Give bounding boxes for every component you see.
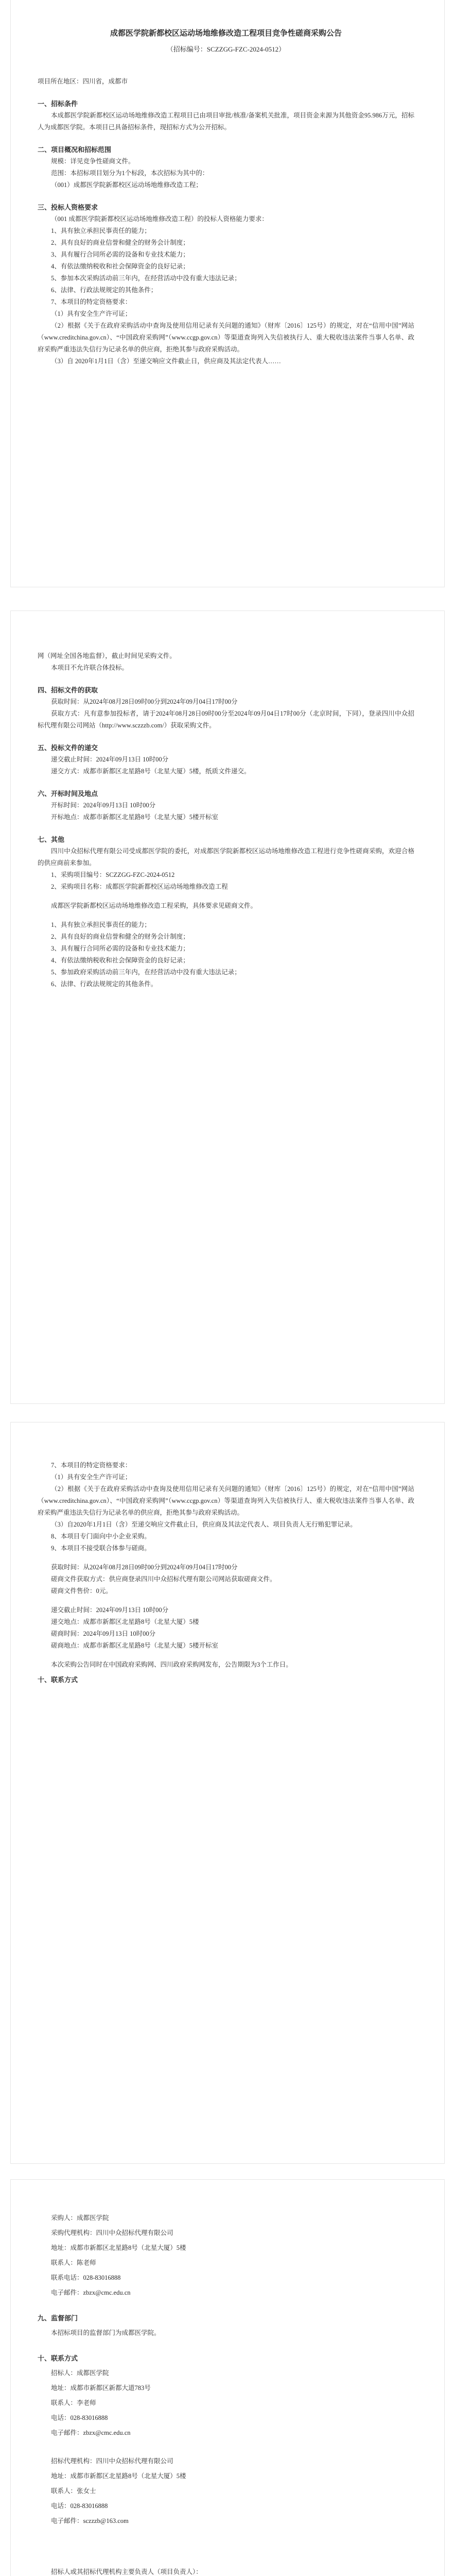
qualification-item: 1、具有独立承担民事责任的能力； xyxy=(51,921,151,928)
page3-line: 磋商时间：2024年09月13日 10时00分 xyxy=(51,1630,156,1637)
qualification-item: 5、参加本次采购活动前三年内，在经营活动中没有重大违法记录； xyxy=(51,275,241,282)
tenderer-row: 电子邮件：zbzx@cmc.edu.cn xyxy=(51,2429,131,2436)
buyer-row: 采购代理机构：四川中众招标代理有限公司 xyxy=(51,2229,173,2236)
qualification-item: 6、法律、行政法规规定的其他条件； xyxy=(51,286,157,294)
page3-line: 磋商地点：成都市新都区北星路8号（北星大厦）5楼开标室 xyxy=(51,1642,219,1649)
qualification-item: 3、具有履行合同所必需的设备和专业技术能力； xyxy=(51,251,189,258)
section-heading-2: 二、项目概况和招标范围 xyxy=(38,146,112,154)
qualification-item: 1、具有独立承担民事责任的能力； xyxy=(51,227,151,234)
page3-line: 7、本项目的特定资格要求： xyxy=(51,1462,132,1469)
page3-line: （3）自2020年1月1日（含）至递交响应文件截止日，供应商及其法定代表人、项目负责人无行贿犯罪记录。 xyxy=(51,1521,357,1528)
agent-row: 招标代理机构：四川中众招标代理有限公司 xyxy=(51,2458,173,2465)
section-4-line: 获取时间：从2024年08月28日09时00分到2024年09月04日17时00分 xyxy=(51,698,238,705)
agent-row: 联系人：张女士 xyxy=(51,2487,96,2495)
section-7-line: 四川中众招标代理有限公司受成都医学院的委托，对成都医学院新都校区运动场地维修改造工程进行竞争性磋商采购，欢迎合格的供应商前来参加。 xyxy=(38,848,414,867)
page3-line: 磋商文件售价：0元。 xyxy=(51,1587,112,1595)
document-page-3 xyxy=(10,1422,445,2164)
section-heading-9: 九、监督部门 xyxy=(38,2314,78,2322)
continued-line: 本项目不允许联合体投标。 xyxy=(51,664,129,671)
section-7-line: 成都医学院新都校区运动场地维修改造工程采购，具体要求见磋商文件。 xyxy=(51,902,257,909)
qualification-item: 4、有依法缴纳税收和社会保障资金的良好记录； xyxy=(51,957,189,964)
section-5-line: 递交方式：成都市新都区北星路8号（北星大厦）5楼，纸质文件递交。 xyxy=(51,768,251,775)
section-heading-3: 三、投标人资格要求 xyxy=(38,204,98,211)
qualification-item: 4、有依法缴纳税收和社会保障资金的良好记录； xyxy=(51,263,189,270)
section-9-text: 本招标项目的监督部门为成都医学院。 xyxy=(51,2329,161,2336)
section-7-line: 1、采购项目编号：SCZZGG-FZC-2024-0512 xyxy=(51,871,175,878)
qualification-item: 5、参加政府采购活动前三年内，在经营活动中没有重大违法记录； xyxy=(51,969,241,976)
qualification-item: （2）根据《关于在政府采购活动中查询及使用信用记录有关问题的通知》（财库〔2016〕125号）的规定，对在“信用中国”网站（www.creditchina.gov.cn）、“中国政府采购网”（www.ccgp.gov.cn）等渠道查询列入失信被执行人、重大税收违法案件当事人名单、政府采购严重违法失信行为记录名单的供应商，拒绝其参与政府采购活动。 xyxy=(38,322,414,353)
qualification-item: 2、具有良好的商业信誉和健全的财务会计制度； xyxy=(51,933,189,940)
agent-row: 地址：成都市新都区北星路8号（北星大厦）5楼 xyxy=(51,2472,186,2480)
tenderer-row: 招标人：成都医学院 xyxy=(51,2369,109,2377)
section-heading-7: 七、其他 xyxy=(38,836,65,843)
project-location: 项目所在地区：四川省，成都市 xyxy=(38,78,128,85)
section-6-line: 开标地点：成都市新都区北星路8号（北星大厦）5楼开标室 xyxy=(51,814,219,821)
tenderer-row: 地址：成都市新都区新都大道783号 xyxy=(51,2384,151,2392)
section-heading-1: 一、招标条件 xyxy=(38,100,78,108)
buyer-row: 电子邮件：zbzx@cmc.edu.cn xyxy=(51,2289,131,2296)
qualification-item: 2、具有良好的商业信誉和健全的财务会计制度； xyxy=(51,239,189,246)
tenderer-row: 联系人：李老师 xyxy=(51,2399,96,2406)
section-2-line: 范围：本招标项目划分为1个标段，本次招标为其中的： xyxy=(51,170,209,177)
agent-row: 电话：028-83016888 xyxy=(51,2502,108,2510)
section-heading-6: 六、开标时间及地点 xyxy=(38,790,98,798)
page3-line: 磋商文件获取方式：供应商登录四川中众招标代理有限公司网站获取磋商文件。 xyxy=(51,1575,276,1583)
section-3-intro: （001 成都医学院新都校区运动场地维修改造工程）的投标人资格能力要求： xyxy=(51,215,268,223)
qualification-item: 3、具有履行合同所必需的设备和专业技术能力； xyxy=(51,945,189,952)
section-5-line: 递交截止时间：2024年09月13日 10时00分 xyxy=(51,756,169,763)
page3-line: 本次采购公告同时在中国政府采购网、四川政府采购网发布，公告期限为3个工作日。 xyxy=(51,1661,292,1668)
page3-line: 获取时间：从2024年08月28日09时00分到2024年09月04日17时00分 xyxy=(51,1564,238,1571)
document-page-2 xyxy=(10,611,445,1404)
tenderer-row: 电话：028-83016888 xyxy=(51,2414,108,2421)
buyer-row: 地址：成都市新都区北星路8号（北星大厦）5楼 xyxy=(51,2244,186,2251)
document-page-1 xyxy=(10,0,445,587)
agent-row: 电子邮件：sczzzb@163.com xyxy=(51,2517,129,2524)
page3-line: 递交地点：成都市新都区北星路8号（北星大厦）5楼 xyxy=(51,1618,199,1625)
buyer-row: 采购人：成都医学院 xyxy=(51,2214,109,2222)
buyer-row: 联系人：陈老师 xyxy=(51,2259,96,2266)
section-heading-5: 五、投标文件的递交 xyxy=(38,744,98,752)
qualification-item: 7、本项目的特定资格要求： xyxy=(51,298,132,306)
document-title: 成都医学院新都校区运动场地维修改造工程项目竞争性磋商采购公告 xyxy=(110,29,342,38)
qualification-item: （3）自 2020年1月1日（含）至递交响应文件截止日，供应商及其法定代表人…… xyxy=(51,358,281,365)
page3-line: （2）根据《关于在政府采购活动中查询及使用信用记录有关问题的通知》（财库〔2016〕125号）的规定，对在“信用中国”网站（www.creditchina.gov.cn）、“中国政府采购网”（www.ccgp.gov.cn）等渠道查询列入失信被执行人、重大税收违法案件当事人名单、政府采购严重违法失信行为记录名单的供应商，拒绝其参与政府采购活动。 xyxy=(38,1485,414,1516)
continued-line: 网（网址全国各地监督），截止时间见采购文件。 xyxy=(38,652,176,659)
section-1-text: 本成都医学院新都校区运动场地维修改造工程项目已由项目审批/核准/备案机关批准，项目资金来源为其他资金95.986万元，招标人为成都医学院。本项目已具备招标条件，现招标方式为公开招标。 xyxy=(38,112,414,131)
page3-line: （1）具有安全生产许可证； xyxy=(51,1473,132,1481)
page3-line: 9、本项目不接受联合体参与磋商。 xyxy=(51,1545,151,1552)
page3-heading: 十、联系方式 xyxy=(38,1676,78,1684)
page3-line: 递交截止时间：2024年09月13日 10时00分 xyxy=(51,1606,169,1614)
qualification-item: 6、法律、行政法规规定的其他条件。 xyxy=(51,980,157,988)
section-heading-4: 四、招标文件的获取 xyxy=(38,686,98,694)
section-7-line: 2、采购项目名称：成都医学院新都校区运动场地维修改造工程 xyxy=(51,883,228,890)
section-2-line: （001）成都医学院新都校区运动场地维修改造工程； xyxy=(51,181,202,189)
page3-line: 8、本项目专门面向中小企业采购。 xyxy=(51,1533,151,1540)
qualification-item: （1）具有安全生产许可证； xyxy=(51,310,132,317)
section-6-line: 开标时间：2024年09月13日 10时00分 xyxy=(51,802,156,809)
principal-signature-label: 招标人或其招标代理机构主要负责人（项目负责人）： xyxy=(51,2568,202,2575)
document-subtitle: （招标编号：SCZZGG-FZC-2024-0512） xyxy=(166,45,286,53)
section-heading-10: 十、联系方式 xyxy=(38,2354,78,2362)
buyer-row: 联系电话：028-83016888 xyxy=(51,2274,121,2281)
section-4-line: 获取方式：凡有意参加投标者，请于2024年08月28日09时00分至2024年09月04日17时00分（北京时间，下同），登录四川中众招标代理有限公司网站（http://www.sczzzb.com/）获取采购文件。 xyxy=(38,710,414,729)
document-page-4 xyxy=(10,2179,445,2576)
section-2-line: 规模：详见竞争性磋商文件。 xyxy=(51,158,135,165)
